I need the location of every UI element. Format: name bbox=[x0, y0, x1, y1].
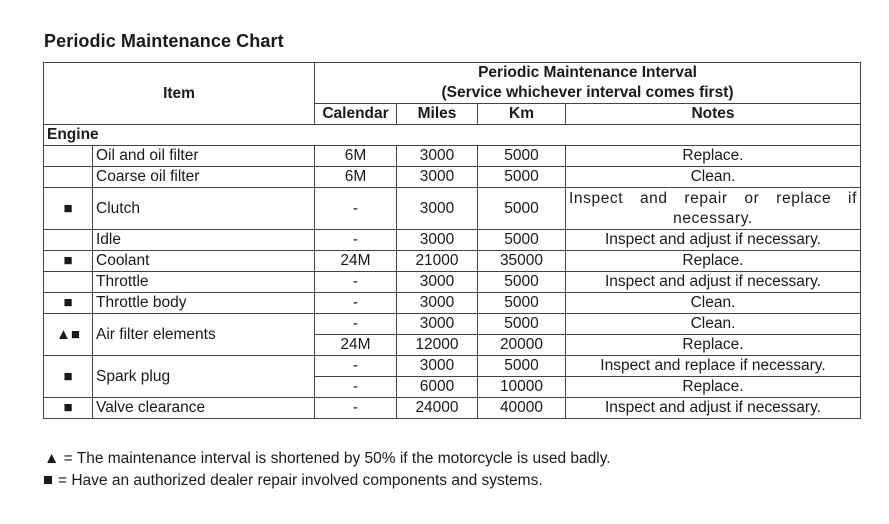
row-miles: 3000 bbox=[397, 167, 478, 188]
row-symbol: ■ bbox=[44, 356, 93, 398]
header-calendar: Calendar bbox=[315, 104, 397, 125]
row-km: 5000 bbox=[478, 167, 566, 188]
table-row bbox=[44, 398, 861, 419]
row-km: 5000 bbox=[478, 146, 566, 167]
table-row bbox=[44, 167, 861, 188]
row-miles: 3000 bbox=[397, 146, 478, 167]
header-interval bbox=[315, 63, 861, 104]
row-calendar: 24M bbox=[315, 335, 397, 356]
row-km: 5000 bbox=[478, 356, 566, 377]
row-symbol: ■ bbox=[44, 188, 93, 230]
section-row bbox=[44, 125, 861, 146]
row-calendar: - bbox=[315, 377, 397, 398]
row-item: Coarse oil filter bbox=[93, 167, 315, 188]
row-symbol: ■ bbox=[44, 251, 93, 272]
row-miles: 3000 bbox=[397, 188, 478, 230]
table-row bbox=[44, 314, 861, 335]
row-calendar: - bbox=[315, 356, 397, 377]
row-symbol: ■ bbox=[44, 398, 93, 419]
row-miles: 3000 bbox=[397, 272, 478, 293]
row-item: Oil and oil filter bbox=[93, 146, 315, 167]
row-notes: Replace. bbox=[566, 251, 861, 272]
row-calendar: 6M bbox=[315, 146, 397, 167]
table-row bbox=[44, 230, 861, 251]
row-notes: Inspect and adjust if necessary. bbox=[566, 230, 861, 251]
header-miles: Miles bbox=[397, 104, 478, 125]
row-km: 5000 bbox=[478, 293, 566, 314]
row-calendar: 24M bbox=[315, 251, 397, 272]
row-notes: Inspect and adjust if necessary. bbox=[566, 398, 861, 419]
row-km: 5000 bbox=[478, 314, 566, 335]
table-row bbox=[44, 188, 861, 230]
row-notes: Replace. bbox=[566, 335, 861, 356]
legend-triangle: ▲ = The maintenance interval is shortened by 50% if the motorcycle is used badly. bbox=[44, 450, 611, 467]
row-item: Coolant bbox=[93, 251, 315, 272]
row-item: Throttle bbox=[93, 272, 315, 293]
table-row bbox=[44, 293, 861, 314]
header-interval-line2: (Service whichever interval comes first) bbox=[441, 84, 734, 101]
row-item: Air filter elements bbox=[93, 314, 315, 356]
row-miles: 21000 bbox=[397, 251, 478, 272]
row-notes: Inspect and replace if necessary. bbox=[566, 356, 861, 377]
legend-square bbox=[44, 472, 543, 490]
row-km: 10000 bbox=[478, 377, 566, 398]
row-calendar: 6M bbox=[315, 167, 397, 188]
maintenance-table bbox=[43, 62, 861, 419]
table-row bbox=[44, 251, 861, 272]
row-notes: Replace. bbox=[566, 146, 861, 167]
row-notes: Replace. bbox=[566, 377, 861, 398]
row-notes: Clean. bbox=[566, 167, 861, 188]
row-item: Idle bbox=[93, 230, 315, 251]
header-interval-line1: Periodic Maintenance Interval bbox=[478, 64, 697, 81]
row-item: Throttle body bbox=[93, 293, 315, 314]
row-notes: Clean. bbox=[566, 293, 861, 314]
row-calendar: - bbox=[315, 293, 397, 314]
row-item: Clutch bbox=[93, 188, 315, 230]
legend-square-text: = Have an authorized dealer repair involved components and systems. bbox=[58, 472, 543, 489]
row-km: 35000 bbox=[478, 251, 566, 272]
row-miles: 6000 bbox=[397, 377, 478, 398]
page-title: Periodic Maintenance Chart bbox=[44, 31, 284, 51]
row-calendar: - bbox=[315, 188, 397, 230]
header-km: Km bbox=[478, 104, 566, 125]
row-km: 5000 bbox=[478, 272, 566, 293]
row-miles: 3000 bbox=[397, 314, 478, 335]
row-symbol bbox=[44, 146, 93, 167]
section-engine: Engine bbox=[44, 125, 861, 146]
row-km: 5000 bbox=[478, 230, 566, 251]
row-calendar: - bbox=[315, 398, 397, 419]
row-miles: 3000 bbox=[397, 293, 478, 314]
row-symbol: ▲■ bbox=[44, 314, 93, 356]
row-item: Valve clearance bbox=[93, 398, 315, 419]
row-miles: 3000 bbox=[397, 356, 478, 377]
row-calendar: - bbox=[315, 272, 397, 293]
row-miles: 24000 bbox=[397, 398, 478, 419]
header-row bbox=[44, 63, 861, 104]
row-notes: Clean. bbox=[566, 314, 861, 335]
row-symbol bbox=[44, 230, 93, 251]
table-row bbox=[44, 146, 861, 167]
row-notes: Inspect and repair or replace if necessary. bbox=[566, 188, 861, 230]
row-km: 5000 bbox=[478, 188, 566, 230]
row-miles: 3000 bbox=[397, 230, 478, 251]
row-miles: 12000 bbox=[397, 335, 478, 356]
row-km: 20000 bbox=[478, 335, 566, 356]
row-calendar: - bbox=[315, 314, 397, 335]
header-notes: Notes bbox=[566, 104, 861, 125]
row-item: Spark plug bbox=[93, 356, 315, 398]
table-row bbox=[44, 272, 861, 293]
row-calendar: - bbox=[315, 230, 397, 251]
square-icon bbox=[44, 476, 52, 484]
row-symbol bbox=[44, 272, 93, 293]
row-symbol: ■ bbox=[44, 293, 93, 314]
row-notes: Inspect and adjust if necessary. bbox=[566, 272, 861, 293]
row-symbol bbox=[44, 167, 93, 188]
table-row bbox=[44, 356, 861, 377]
header-item: Item bbox=[44, 63, 315, 125]
row-km: 40000 bbox=[478, 398, 566, 419]
